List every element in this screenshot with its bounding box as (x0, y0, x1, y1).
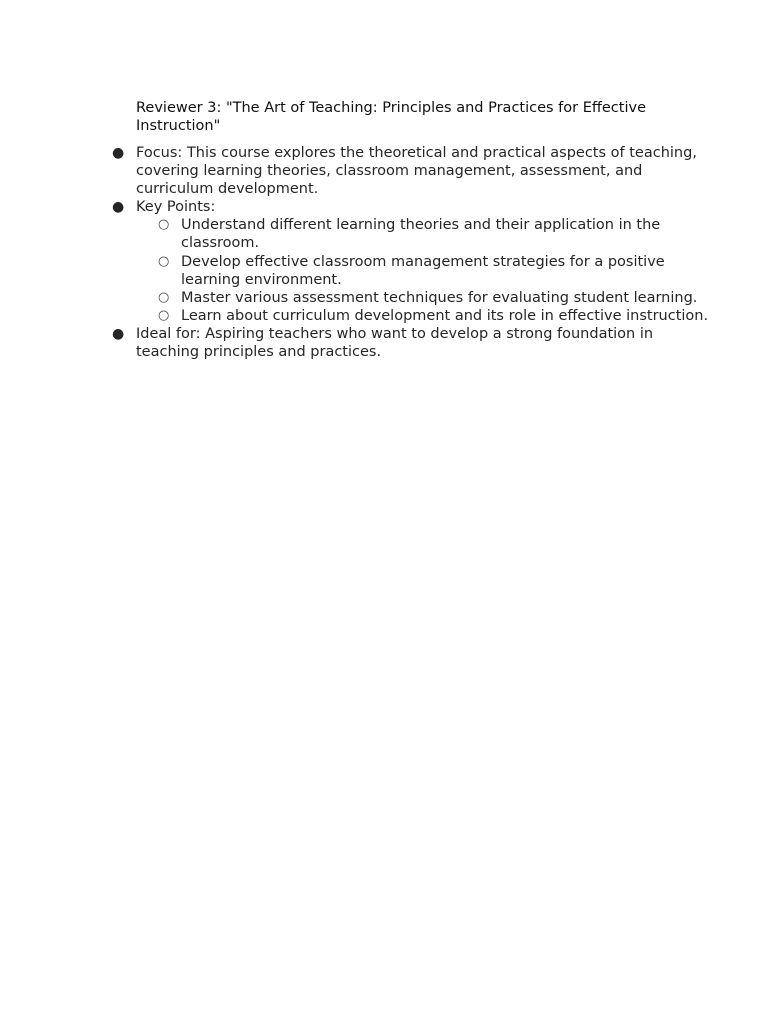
hollow-bullet-icon: ○ (158, 217, 170, 233)
list-item-ideal-for (110, 325, 710, 361)
hollow-bullet-icon: ○ (158, 253, 170, 269)
focus-text: Focus: This course explores the theoretical and practical aspects of teaching, covering learning theories, classroom management, assessment, and curriculum development. (136, 145, 697, 198)
reviewer-heading: Reviewer 3: "The Art of Teaching: Principles and Practices for Effective Instruction" (136, 100, 646, 134)
sublist-item-text: Learn about curriculum development and its role in effective instruction. (181, 307, 709, 324)
sublist-item (136, 253, 710, 289)
sublist-item-text: Master various assessment techniques for evaluating student learning. (181, 289, 698, 306)
bullet-icon: ● (112, 145, 125, 161)
sublist-item (136, 289, 710, 307)
list-item-focus (110, 144, 710, 198)
hollow-bullet-icon: ○ (158, 307, 170, 323)
review-list (110, 144, 710, 361)
bullet-icon: ● (112, 199, 125, 216)
bullet-icon: ● (112, 325, 125, 342)
sublist-item (136, 216, 710, 252)
sublist-item (136, 307, 710, 325)
sublist-item-text: Develop effective classroom management strategies for a positive learning environment. (181, 253, 665, 288)
hollow-bullet-icon: ○ (158, 289, 170, 305)
key-points-sublist (136, 216, 710, 325)
ideal-for-text: Ideal for: Aspiring teachers who want to develop a strong foundation in teaching principles and practices. (136, 325, 654, 361)
key-points-label: Key Points: (136, 199, 216, 216)
sublist-item-text: Understand different learning theories and their application in the classroom. (181, 217, 661, 252)
list-item-key-points (110, 198, 710, 325)
